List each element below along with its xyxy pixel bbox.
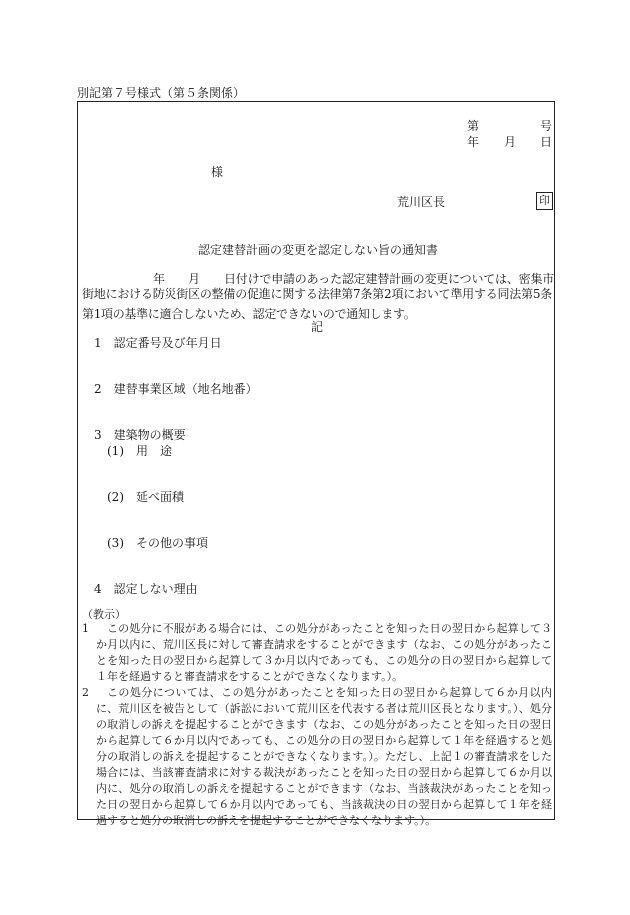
item-1: 1 認定番号及び年月日 <box>94 336 222 350</box>
intro-year: 年 <box>153 272 166 286</box>
seal-stamp: 印 <box>536 192 553 210</box>
notes-heading: （教示） <box>82 608 126 621</box>
item-2: 2 建替事業区域（地名地番） <box>94 382 258 396</box>
date-month: 月 <box>504 135 517 149</box>
document-title: 認定建替計画の変更を認定しない旨の通知書 <box>198 243 439 257</box>
intro-text-line1: 日付けで申請のあった認定建替計画の変更については、密集市 <box>224 272 555 286</box>
form-label: 別記第７号様式（第５条関係） <box>77 86 246 100</box>
intro-month: 月 <box>188 272 201 286</box>
item-3: 3 建築物の概要 <box>94 428 186 442</box>
note-2 <box>82 685 552 829</box>
notes-list <box>82 621 552 829</box>
note-2-text: この処分については、この処分があったことを知った日の翌日から起算して６か月以内に、荒川区を被告として（訴訟において荒川区を代表する者は荒川区長となります。）、処分の取消しの訴えを提起することができます（なお、この処分があったことを知った日の翌日から起算して６か月以内であっても、この処分の日の翌日から起算して１年を経過すると処分の取消しの訴えを提起することができなくなります。）。ただし、上記１の審査請求をした場合には、当該審査請求に対する裁決があったことを知った日の翌日から起算して６か月以内に、処分の取消しの訴えを提起することができます（なお、当該裁決があったことを知った日の翌日から起算して６か月以内であっても、当該裁決の日の翌日から起算して１年を経過すると処分の取消しの訴えを提起することができなくなります。）。 <box>96 686 552 827</box>
number-prefix: 第 <box>467 119 480 133</box>
number-suffix: 号 <box>540 119 553 133</box>
item-4: 4 認定しない理由 <box>94 582 198 596</box>
item-3-2: (2) 延べ面積 <box>107 490 184 504</box>
date-year: 年 <box>467 135 480 149</box>
ki-heading: 記 <box>311 320 324 334</box>
note-2-number: 2 <box>82 686 89 699</box>
item-3-3: (3) その他の事項 <box>107 536 208 550</box>
date-day: 日 <box>540 135 553 149</box>
intro-text: 街地における防災街区の整備の促進に関する法律第7条第2項において準用する同法第5条第1項の基準に適合しないため、認定できないので通知します。 <box>82 287 552 321</box>
note-1-text: この処分に不服がある場合には、この処分があったことを知った日の翌日から起算して３か月以内に、荒川区長に対して審査請求をすることができます（なお、この処分があったことを知った日の翌日から起算して３か月以内であっても、この処分の日の翌日から起算して１年を経過すると審査請求をすることができなくなります。）。 <box>96 622 552 683</box>
item-3-1: (1) 用 途 <box>107 444 172 458</box>
sender: 荒川区長 <box>397 195 446 209</box>
note-1 <box>82 621 552 685</box>
note-1-number: 1 <box>82 622 89 635</box>
addressee-suffix: 様 <box>211 165 224 179</box>
